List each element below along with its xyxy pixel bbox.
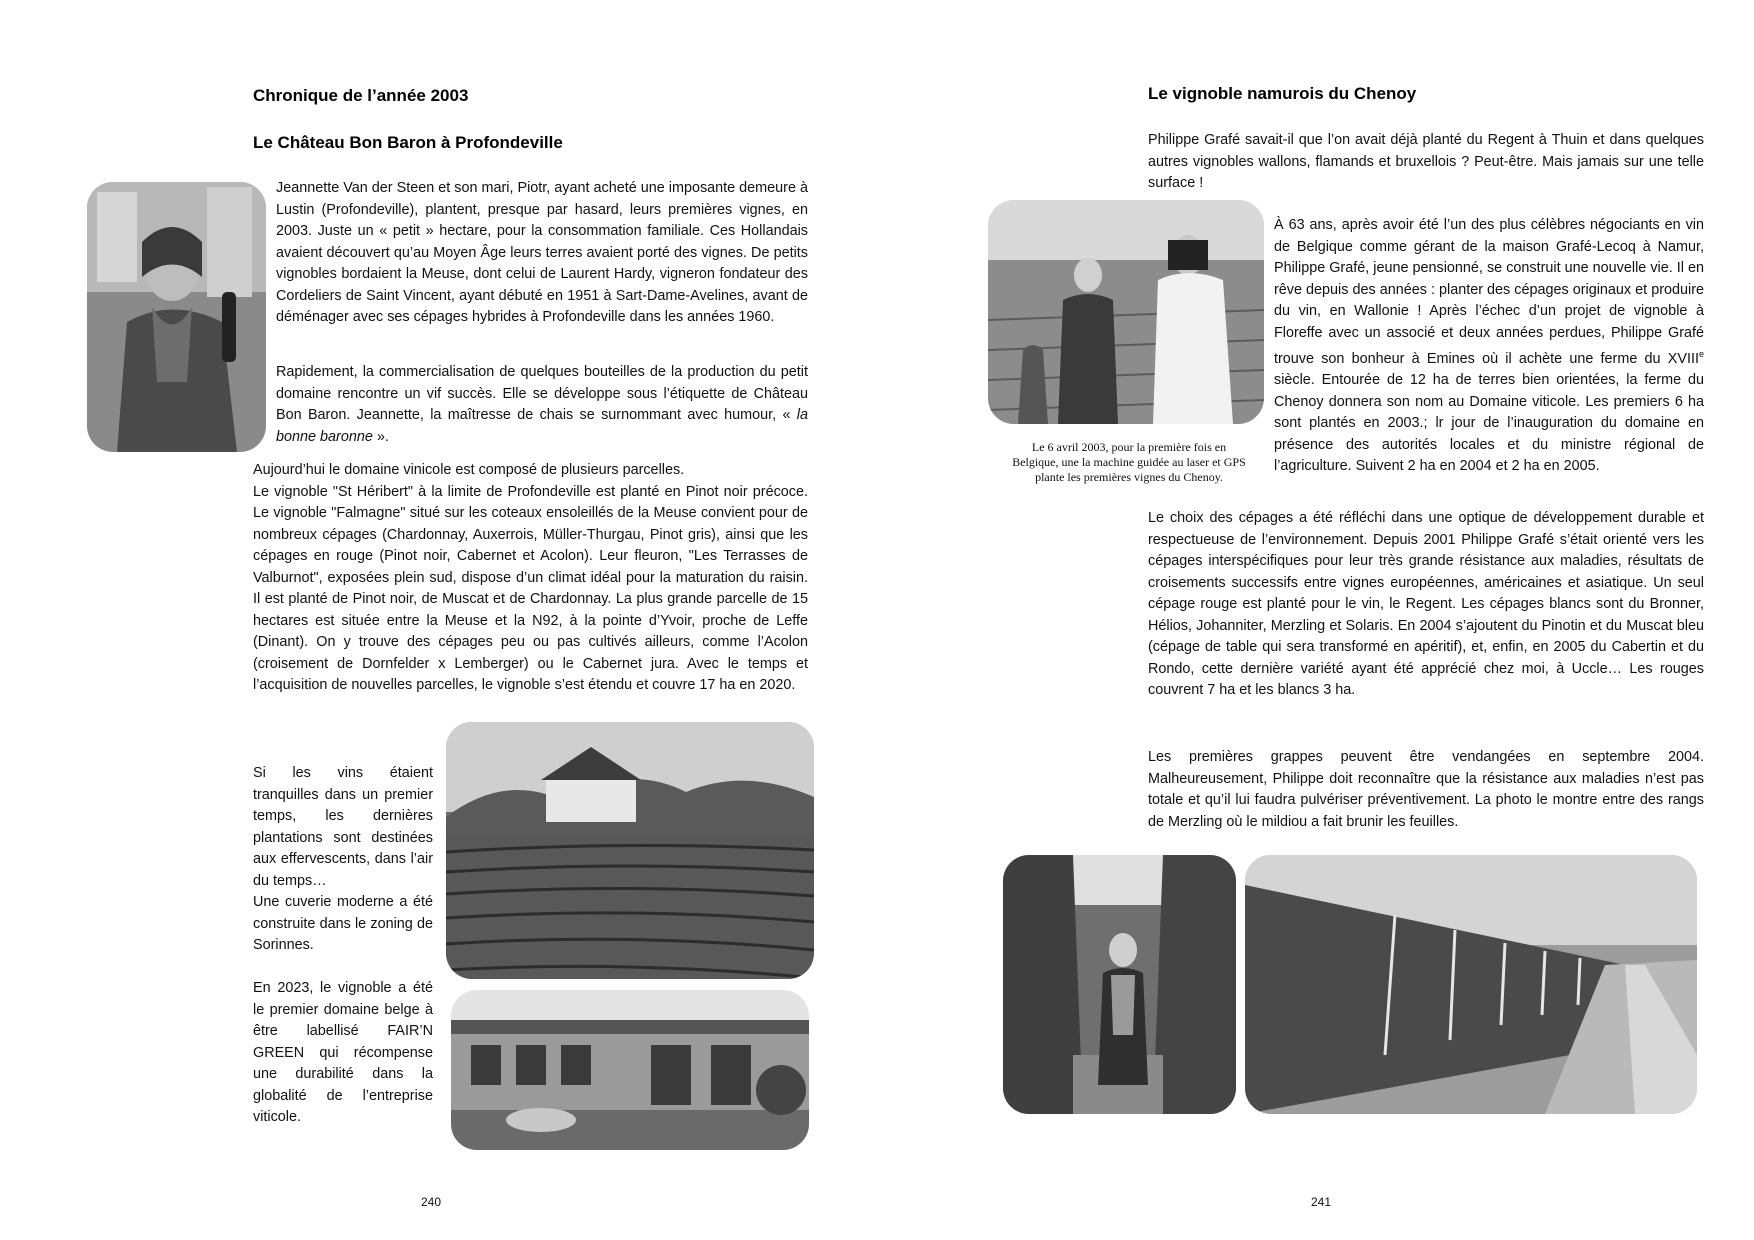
article-title-bon-baron: Le Château Bon Baron à Profondeville: [253, 133, 563, 152]
paragraph-text-end: ».: [372, 428, 389, 445]
page-number: 241: [1311, 1195, 1332, 1209]
paragraph-text: Les premières grappes peuvent être vendangées en septembre 2004. Malheureusement, Philippe doit reconnaître que la résistance aux maladies n’est pas totale et qu’il lui faudra pulvériser préventivement. La photo le montre entre des rangs de Merzling où le mildiou a fait brunir les feuilles.: [1148, 749, 1704, 830]
paragraph-text: Jeannette Van der Steen et son mari, Piotr, ayant acheté une imposante demeure à Lustin (Profondeville), plantent, presque par hasard, leurs premières vignes, en 2003. Juste un « petit » hectare, pour la consommation familiale. Ces Hollandais avaient découvert qu’au Moyen Âge leurs terres avaient porté des vignes. De petits vignobles bordaient la Meuse, dont celui de Laurent Hardy, vigneron fondateur des Cordeliers de Saint Vincent, ayant débuté en 1951 à Sart-Dame-Avelines, avant de déménager avec ses cépages hybrides à Profondeville dans les années 1960.: [276, 180, 808, 325]
paragraph-effervescents: [253, 763, 433, 957]
paragraph-text: En 2023, le vignoble a été le premier domaine belge à être labellisé FAIR’N GREEN qui récompense une durabilité dans la globalité de l’entreprise viticole.: [253, 980, 433, 1125]
paragraph-grappes: [1148, 747, 1704, 833]
paragraph-cepages: [1148, 508, 1704, 702]
article-title-chenoy: Le vignoble namurois du Chenoy: [1148, 84, 1417, 103]
photo-merzling-rows: [1245, 855, 1697, 1114]
paragraph-text: Rapidement, la commercialisation de quelques bouteilles de la production du petit domaine rencontre un vif succès. Elle se développe sous l’étiquette de Château Bon Baron. Jeannette, la maîtresse de chais se surnommant avec humour, «: [276, 364, 808, 423]
photo-modern-winery-building: [451, 990, 809, 1150]
photo-jeannette-winemaker: [87, 182, 266, 452]
paragraph-intro: [1148, 130, 1704, 195]
chronicle-title: Chronique de l’année 2003: [253, 86, 469, 105]
paragraph-commercialisation: [276, 362, 808, 448]
right-page: [877, 0, 1754, 1240]
photo-philippe-in-vines: [1003, 855, 1236, 1114]
paragraph-first-line: Aujourd’hui le domaine vinicole est composé de plusieurs parcelles.: [253, 462, 685, 478]
paragraph-text-continued: siècle. Entourée de 12 ha de terres bien orientées, la ferme du Chenoy donnera son nom au Domaine viticole. Les premiers 6 ha sont plantés en 2003.; lr jour de l’inauguration du domaine en présence des autorités locales et du ministre régional de l’agriculture. Suivent 2 ha en 2004 et 2 ha en 2005.: [1274, 372, 1704, 475]
photo-planting-ceremony: [988, 200, 1264, 424]
paragraph-text: Philippe Grafé savait-il que l’on avait déjà planté du Regent à Thuin et dans quelques autres vignobles wallons, flamands et bruxellois ? Peut-être. Mais jamais sur une telle surface !: [1148, 132, 1704, 191]
paragraph-philippe-grafe: [1274, 215, 1704, 478]
photo-caption: Le 6 avril 2003, pour la première fois en Belgique, une la machine guidée au laser et GPS plante les premières vignes du Chenoy.: [1012, 440, 1246, 484]
photo-chateau-vineyard: [446, 722, 814, 979]
paragraph-parcelles: [253, 460, 808, 697]
paragraph-text: À 63 ans, après avoir été l’un des plus célèbres négociants en vin de Belgique comme gérant de la maison Grafé-Lecoq à Namur, Philippe Grafé, jeune pensionné, se construit une nouvelle vie. Il en rêve depuis des années : planter des cépages originaux et produire du vin, en Wallonie ! Après l’échec d’un projet de vignoble à Floreffe avec un associé et deux années perdues, Philippe Grafé trouve son bonheur à Emines où il achète une ferme du XVIII: [1274, 217, 1704, 367]
superscript: e: [1698, 349, 1704, 359]
paragraph-text-cuverie: Une cuverie moderne a été construite dans le zoning de Sorinnes.: [253, 894, 433, 953]
paragraph-text: Le choix des cépages a été réfléchi dans une optique de développement durable et respectueuse de l’environnement. Depuis 2001 Philippe Grafé s’était orienté vers les cépages interspécifiques pour leur très grande résistance aux maladies, résultats de croisements successifs entre vignes européennes, américaines et asiatique. Un seul cépage rouge est planté pour le vin, le Regent. Les cépages blancs sont du Bronner, Hélios, Johanniter, Merzling et Solaris. En 2004 s’ajoutent du Pinotin et du Muscat bleu (cépage de table qui sera transformé en apéritif), et, enfin, en 2005 du Cabertin et du Rondo, cette dernière variété ayant été apprécié chez moi, à Uccle… Les rouges couvrent 7 ha et les blancs 3 ha.: [1148, 510, 1704, 698]
paragraph-text: Le vignoble "St Héribert" à la limite de Profondeville est planté en Pinot noir précoce. Le vignoble "Falmagne" situé sur les coteaux ensoleillés de la Meuse convient pour de nombreux cépages (Chardonnay, Auxerrois, Müller-Thurgau, Pinot gris), ainsi que les cépages en rouge (Pinot noir, Cabernet et Acolon). Leur fleuron, "Les Terrasses de Valburnot", exposées plein sud, dispose d’un climat idéal pour la maturation du raisin. Il est planté de Pinot noir, de Muscat et de Chardonnay. La plus grande parcelle de 15 hectares est située entre la Meuse et la N92, à la pointe d’Yvoir, proche de Leffe (Dinant). On y trouve des cépages peu ou pas cultivés ailleurs, comme l’Acolon (croisement de Dornfelder x Lemberger) ou le Cabernet jura. Avec le temps et l’acquisition de nouvelles parcelles, le vignoble s’est étendu et couvre 17 ha en 2020.: [253, 483, 808, 693]
paragraph-text: Si les vins étaient tranquilles dans un premier temps, les dernières plantations sont destinées aux effervescents, dans l’air du temps…: [253, 765, 433, 889]
italic-text: la bonne baronne: [276, 407, 808, 445]
paragraph-intro: [276, 178, 808, 329]
page-number: 240: [421, 1195, 442, 1209]
paragraph-fair-n-green: [253, 978, 433, 1129]
